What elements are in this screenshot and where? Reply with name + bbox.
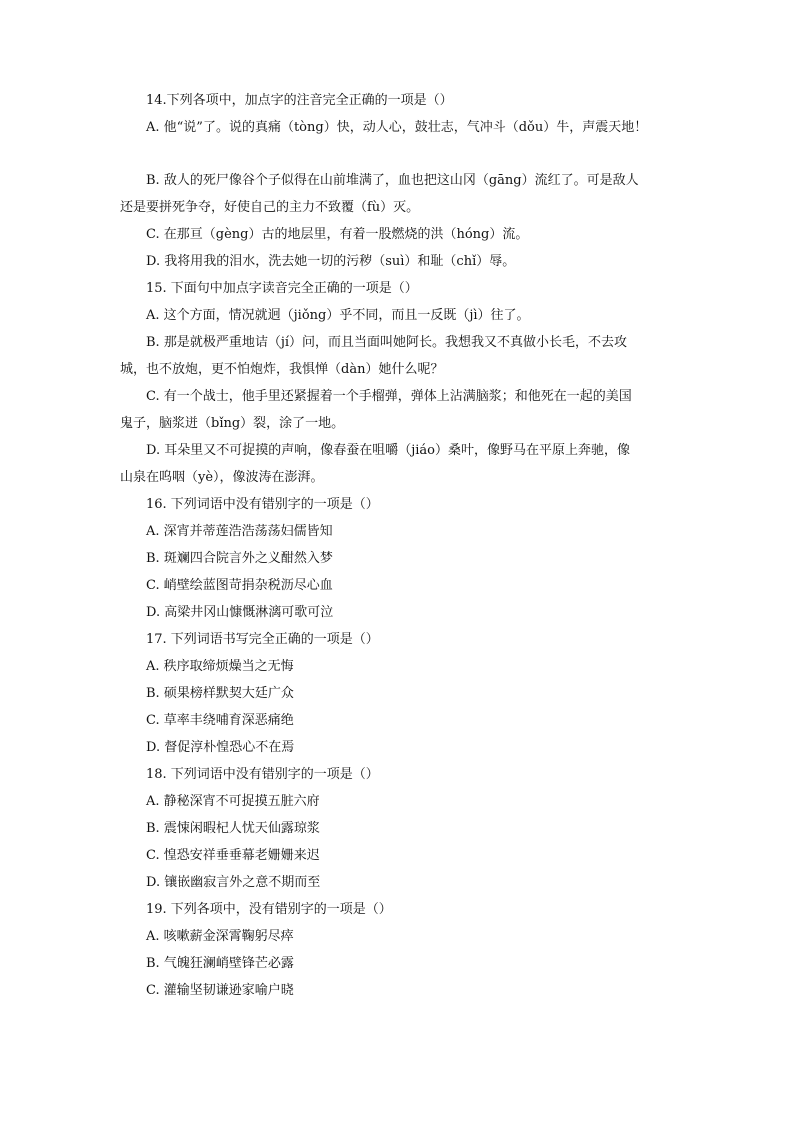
q19-option-b: B. 气魄狂澜峭壁锋芒必露 [146,956,294,971]
blank-gap [146,146,686,174]
q17-option-a: A. 秩序取缔烦燥当之无悔 [146,659,294,674]
q15-option-d-line2: 山泉在呜咽（yè），像波涛在澎湃。 [120,470,324,485]
q14-option-c: C. 在那亘（gèng）古的地层里，有着一股燃烧的洪（hóng）流。 [146,227,529,242]
q14-option-a: A. 他“说”了。说的真痛（tòng）快，动人心，鼓壮志，气冲斗（dǒu）牛，声震天地！ [146,120,648,135]
q19-option-c: C. 灌输坚韧谦逊家喻户晓 [146,983,294,998]
q17-stem: 17. 下列词语书写完全正确的一项是（） [146,632,379,647]
q17-option-c: C. 草率丰绕哺育深恶痛绝 [146,713,294,728]
q18-option-d: D. 镶嵌幽寂言外之意不期而至 [146,875,321,890]
q15-option-b-line1: B. 那是就极严重地诘（jí）问，而且当面叫她阿长。我想我又不真做小长毛，不去攻 [146,335,628,350]
q14-stem: 14.下列各项中，加点字的注音完全正确的一项是（） [146,93,453,108]
q19-stem: 19. 下列各项中，没有错别字的一项是（） [146,902,392,917]
q15-option-c-line1: C. 有一个战士，他手里还紧握着一个手榴弹，弹体上沾满脑浆；和他死在一起的美国 [146,389,632,404]
q18-option-b: B. 震悚闲暇杞人忧天仙露琼浆 [146,821,320,836]
q15-option-b-line2: 城，也不放炮，更不怕炮炸，我惧惮（dàn）她什么呢？ [120,362,444,377]
q17-option-d: D. 督促淳朴惶恐心不在焉 [146,740,295,755]
q14-option-b-line2: 还是要拼死争夺，好使自己的主力不致覆（fù）灭。 [120,200,420,215]
q14-option-b-line1: B. 敌人的死尸像谷个子似得在山前堆满了，血也把这山冈（gāng）流红了。可是敌人 [146,173,639,188]
q16-option-b: B. 斑斓四合院言外之义酣然入梦 [146,551,333,566]
q18-option-a: A. 静秘深宵不可捉摸五脏六府 [146,794,320,809]
q16-option-c: C. 峭壁绘蓝图苛捐杂税沥尽心血 [146,578,333,593]
q16-option-d: D. 高梁井冈山慷慨淋漓可歌可泣 [146,605,334,620]
q15-option-a: A. 这个方面，情况就迥（jiǒng）乎不同，而且一反既（jì）往了。 [146,308,530,323]
q18-stem: 18. 下列词语中没有错别字的一项是（） [146,767,379,782]
document-content [120,92,686,1009]
q15-option-d-line1: D. 耳朵里又不可捉摸的声响，像春蚕在咀嚼（jiáo）桑叶，像野马在平原上奔驰，像 [146,443,630,458]
q16-stem: 16. 下列词语中没有错别字的一项是（） [146,497,379,512]
q18-option-c: C. 惶恐安祥垂垂幕老姗姗来迟 [146,848,320,863]
q14-option-b [120,172,686,217]
q17-option-b: B. 硕果榜样默契大廷广众 [146,686,294,701]
q15-option-c-line2: 鬼子，脑浆迸（bǐng）裂，涂了一地。 [120,416,345,431]
q14-option-d: D. 我将用我的泪水，洗去她一切的污秽（suì）和耻（chǐ）辱。 [146,254,516,269]
q19-option-a: A. 咳嗽薪金深霄鞠躬尽瘁 [146,929,294,944]
q16-option-a: A. 深宵并蒂莲浩浩荡荡妇儒皆知 [146,524,333,539]
q15-stem: 15. 下面句中加点字读音完全正确的一项是（） [146,281,418,296]
